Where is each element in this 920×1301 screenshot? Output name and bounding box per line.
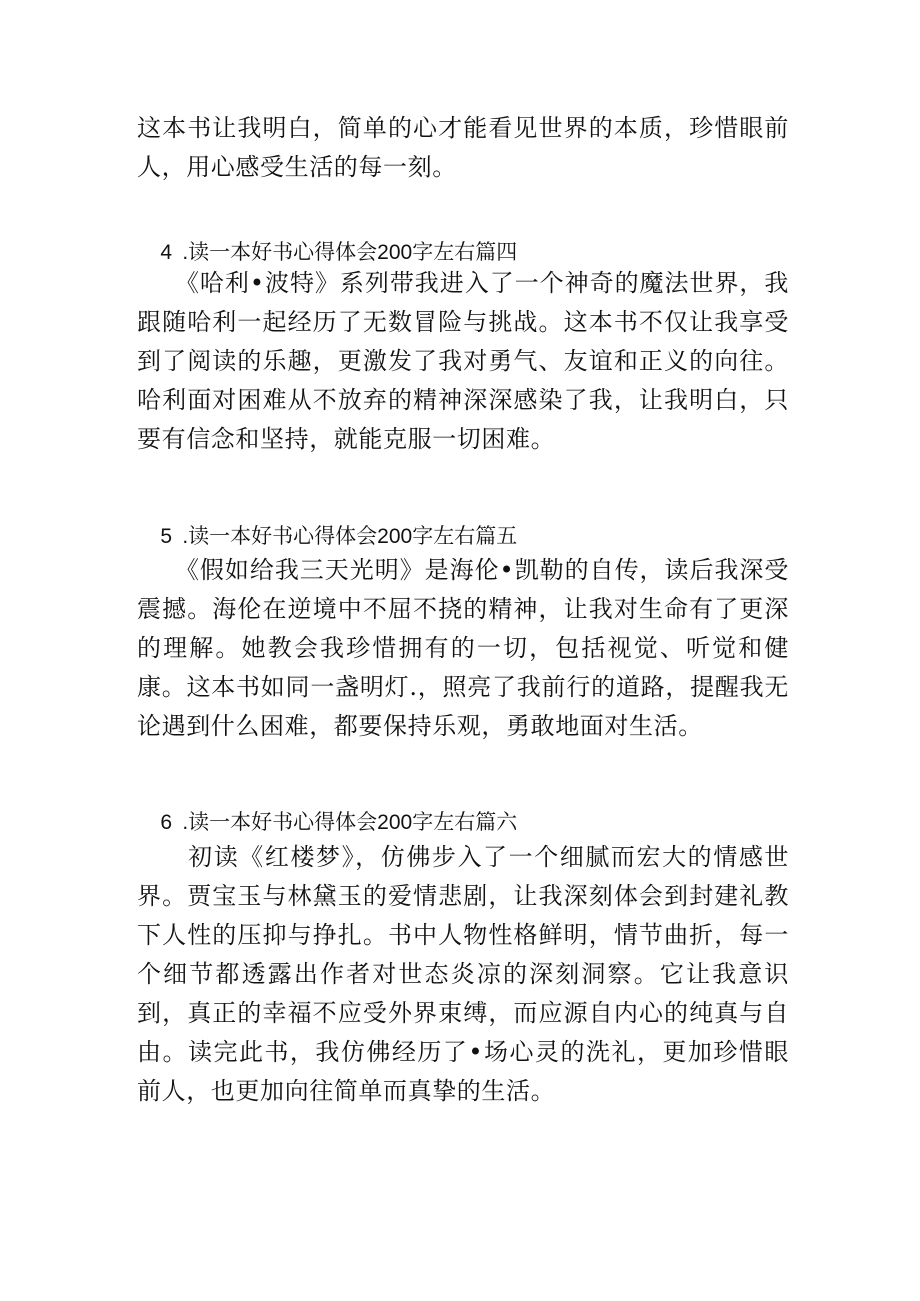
section-body-5: 《假如给我三天光明》是海伦•凯勒的自传，读后我深受震撼。海伦在逆境中不屈不挠的精神，让我对生命有了更深的理解。她教会我珍惜拥有的一切，包括视觉、听觉和健康。这本书如同一盏明灯.，照亮了我前行的道路，提醒我无论遇到什么困难，都要保持乐观，勇敢地面对生活。 bbox=[137, 556, 789, 740]
section-number: 5 bbox=[160, 525, 173, 548]
section-body-4: 《哈利•波特》系列带我进入了一个神奇的魔法世界，我跟随哈利一起经历了无数冒险与挑战。这本书不仅让我享受到了阅读的乐趣，更激发了我对勇气、友谊和正义的向往。哈利面对困难从不放弃的精神深深感染了我，让我明白，只要有信念和坚持，就能克服一切困难。 bbox=[137, 269, 789, 453]
section-number: 4 bbox=[160, 241, 173, 264]
section-title: .读一本好书心得体会200字左右篇五 bbox=[182, 525, 518, 548]
section-title: .读一本好书心得体会200字左右篇六 bbox=[182, 811, 518, 834]
intro-paragraph: 这本书让我明白，简单的心才能看见世界的本质，珍惜眼前人，用心感受生活的每一刻。 bbox=[137, 114, 789, 181]
section-title: .读一本好书心得体会200字左右篇四 bbox=[182, 241, 518, 264]
section-number: 6 bbox=[160, 811, 173, 834]
section-body-6: 初读《红楼梦》，仿佛步入了一个细腻而宏大的情感世界。贾宝玉与林黛玉的爱情悲剧，让我深刻体会到封建礼教下人性的压抑与挣扎。书中人物性格鲜明，情节曲折，每一个细节都透露出作者对世态炎凉的深刻洞察。它让我意识到，真正的幸福不应受外界束缚，而应源自内心的纯真与自由。读完此书，我仿佛经历了•场心灵的洗礼，更加珍惜眼前人，也更加向往简单而真挚的生活。 bbox=[137, 843, 789, 1105]
